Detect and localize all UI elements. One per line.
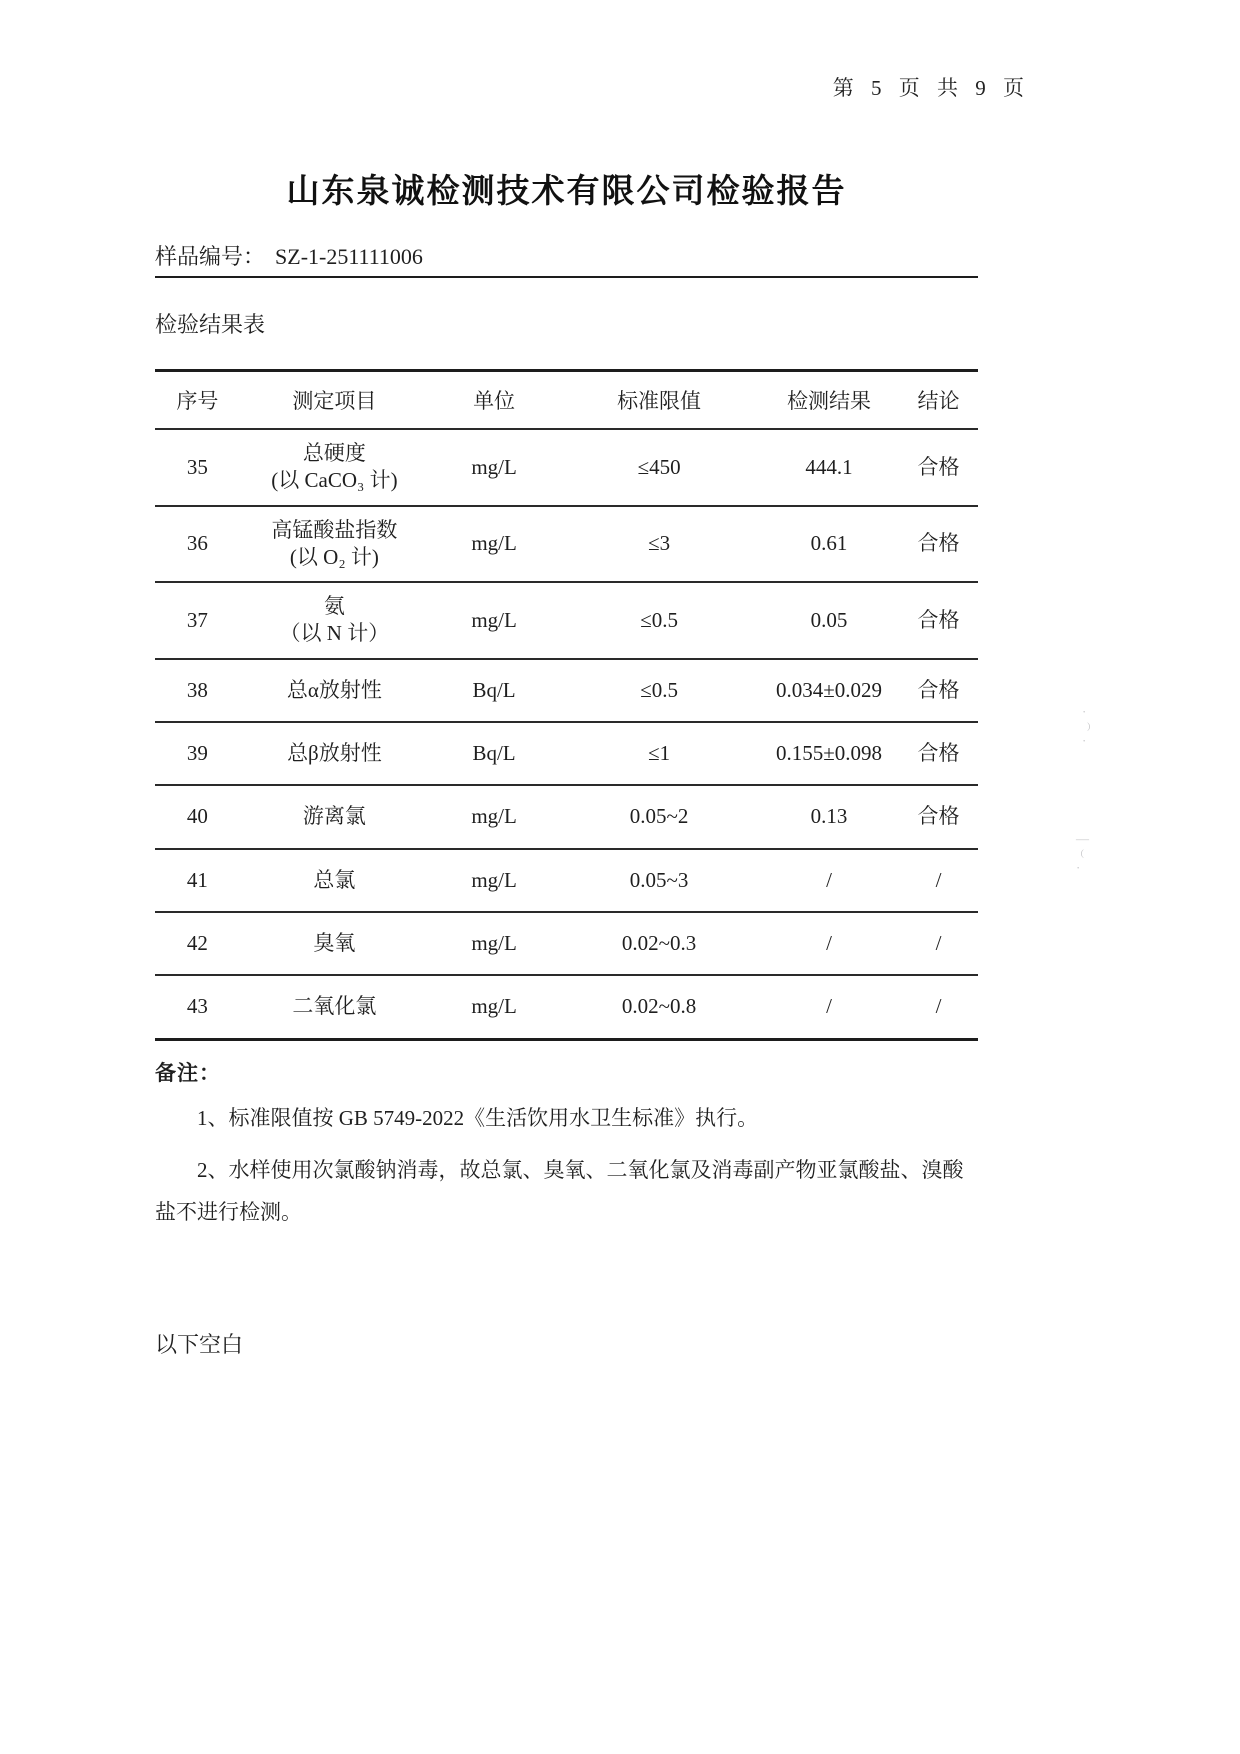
- cell-no: 40: [186, 804, 208, 829]
- cell-item: 总硬度 (以 CaCO₃ 计): [271, 441, 398, 493]
- table-caption: 检验结果表: [155, 312, 266, 337]
- column-header: 测定项目: [240, 371, 429, 430]
- cell-limit: 0.02~0.3: [621, 930, 697, 955]
- table-row: [155, 785, 978, 848]
- cell-no: 37: [186, 607, 208, 632]
- page-number: 第 5 页 共 9 页: [832, 76, 1030, 100]
- cell-unit: mg/L: [471, 607, 517, 632]
- column-header: 序号: [155, 371, 240, 430]
- column-header: 标准限值: [559, 371, 759, 430]
- report-content: [155, 0, 978, 1359]
- cell-limit: ≤0.5: [640, 677, 678, 702]
- cell-item: 总β放射性: [287, 741, 382, 766]
- cell-result: 0.05: [810, 607, 848, 632]
- cell-conclusion: 合格: [917, 741, 960, 766]
- sample-number-value: SZ-1-251111006: [275, 244, 423, 269]
- column-header: 检测结果: [759, 371, 899, 430]
- cell-result: /: [826, 867, 832, 892]
- cell-conclusion: 合格: [917, 607, 960, 632]
- table-row: [155, 912, 978, 975]
- cell-result: 0.13: [810, 804, 848, 829]
- table-row: [155, 849, 978, 912]
- notes-section: [155, 1057, 978, 1233]
- cell-result: /: [826, 994, 832, 1019]
- cell-limit: ≤450: [637, 454, 681, 479]
- cell-result: 0.155±0.098: [776, 741, 883, 766]
- cell-item: 总氯: [313, 867, 356, 892]
- cell-conclusion: /: [935, 994, 942, 1019]
- cell-result: 444.1: [805, 454, 853, 479]
- table-row: [155, 975, 978, 1039]
- cell-conclusion: /: [935, 867, 942, 892]
- cell-no: 36: [186, 531, 208, 556]
- cell-conclusion: 合格: [917, 677, 960, 702]
- cell-no: 38: [186, 677, 208, 702]
- cell-no: 39: [186, 741, 208, 766]
- end-of-content-marker: 以下空白: [155, 1331, 244, 1357]
- sample-number-label: 样品编号：: [155, 244, 266, 269]
- column-header: 单位: [429, 371, 559, 430]
- cell-conclusion: /: [935, 930, 942, 955]
- cell-limit: 0.02~0.8: [621, 994, 697, 1019]
- cell-conclusion: 合格: [917, 804, 960, 829]
- cell-unit: mg/L: [471, 930, 517, 955]
- cell-no: 35: [186, 454, 208, 479]
- cell-limit: ≤3: [648, 531, 671, 556]
- cell-result: 0.034±0.029: [776, 677, 883, 702]
- cell-conclusion: 合格: [917, 531, 960, 556]
- scan-artifact: · ﹚ ·: [1082, 704, 1096, 748]
- table-row: [155, 506, 978, 583]
- cell-unit: mg/L: [471, 804, 517, 829]
- column-header: 结论: [899, 371, 978, 430]
- report-title: 山东泉诚检测技术有限公司检验报告: [286, 174, 847, 210]
- cell-unit: mg/L: [471, 994, 517, 1019]
- cell-no: 41: [186, 867, 208, 892]
- cell-no: 42: [186, 930, 208, 955]
- cell-item: 总α放射性: [286, 677, 382, 702]
- cell-item: 氨 （以 N 计）: [279, 594, 390, 646]
- cell-item: 二氧化氯: [292, 994, 377, 1019]
- table-row: [155, 582, 978, 659]
- table-row: [155, 722, 978, 785]
- cell-unit: mg/L: [471, 531, 517, 556]
- note-item-1: 1、标准限值按 GB 5749-2022《生活饮用水卫生标准》执行。: [197, 1105, 759, 1130]
- scan-artifact: — ﹙ ·: [1076, 831, 1090, 875]
- cell-unit: Bq/L: [472, 741, 516, 766]
- cell-unit: mg/L: [471, 454, 517, 479]
- results-table: [155, 369, 978, 1041]
- cell-limit: ≤1: [648, 741, 671, 766]
- cell-item: 高锰酸盐指数 (以 O₂ 计): [271, 517, 398, 569]
- table-row: [155, 429, 978, 506]
- note-item-2: 2、水样使用次氯酸钠消毒，故总氯、臭氧、二氧化氯及消毒副产物亚氯酸盐、溴酸盐不进行检测。: [155, 1157, 964, 1224]
- cell-item: 游离氯: [302, 804, 366, 829]
- cell-unit: Bq/L: [472, 677, 516, 702]
- cell-result: /: [826, 930, 832, 955]
- cell-limit: ≤0.5: [640, 607, 678, 632]
- table-header-row: [155, 371, 978, 430]
- notes-label: 备注：: [155, 1060, 221, 1085]
- cell-limit: 0.05~3: [629, 867, 689, 892]
- cell-no: 43: [186, 994, 208, 1019]
- cell-unit: mg/L: [471, 867, 517, 892]
- table-row: [155, 659, 978, 722]
- cell-item: 臭氧: [313, 930, 356, 955]
- cell-result: 0.61: [810, 531, 848, 556]
- sample-number-line: [155, 240, 978, 278]
- cell-conclusion: 合格: [917, 454, 960, 479]
- cell-limit: 0.05~2: [629, 804, 689, 829]
